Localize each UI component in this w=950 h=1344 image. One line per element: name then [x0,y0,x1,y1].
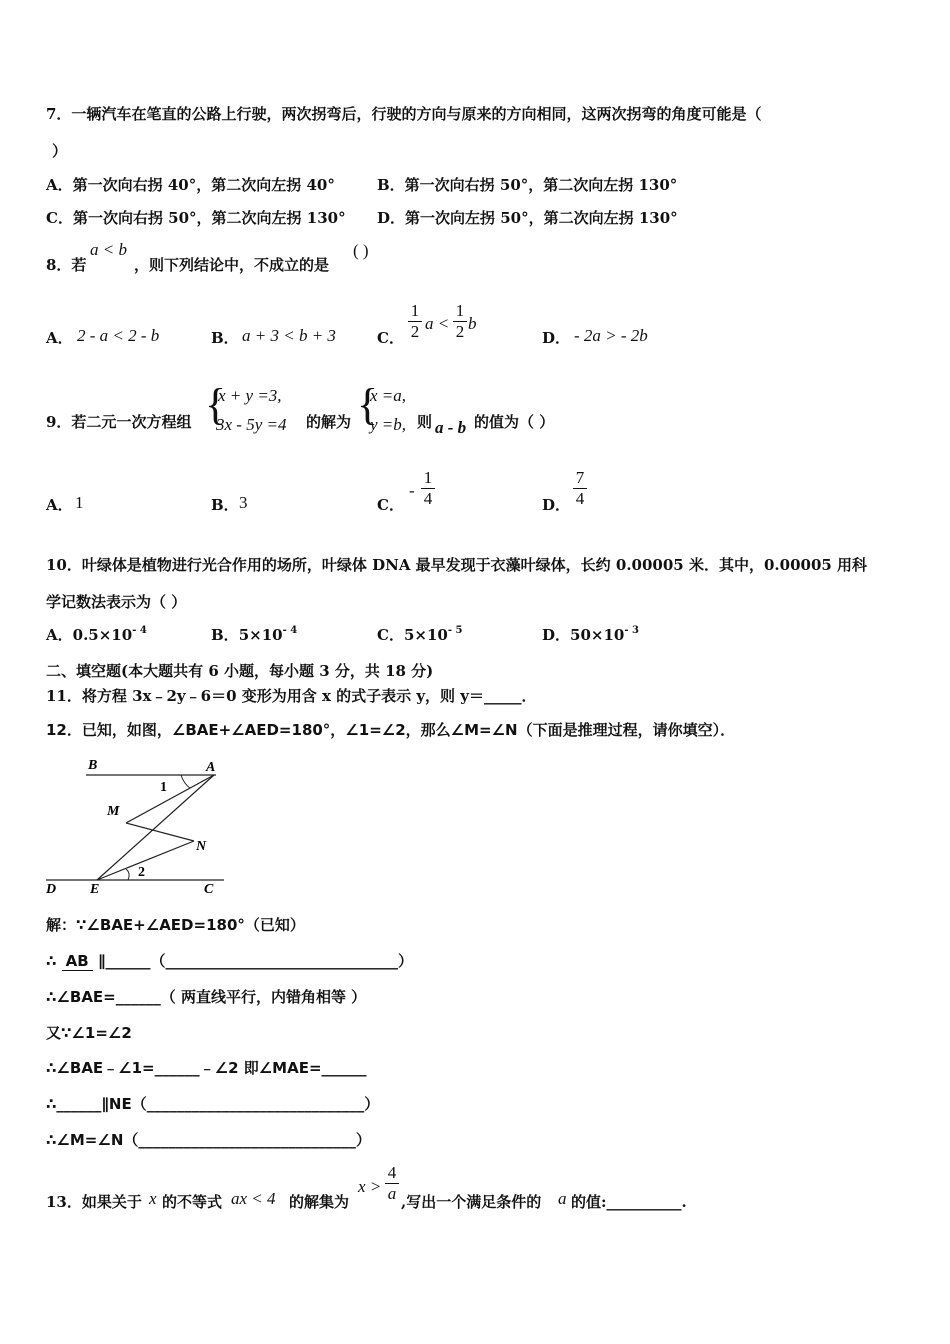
q9-option-a-label: A． [46,496,73,514]
line-ne [97,841,194,880]
q8-condition: a < b [90,240,127,259]
line-mn [126,823,194,841]
q13-var-a: a [558,1189,567,1208]
q9-option-a-val: 1 [75,493,84,512]
q12-stem: 12．已知，如图，∠BAE+∠AED=180°，∠1=∠2，那么∠M=∠N（下面是推理过程，请你填空）． [46,721,736,739]
q8-option-d-label: D． [542,329,571,347]
q8-option-a-expr: 2 - a < 2 - b [77,326,160,345]
q10-line2: 学记数法表示为（ ） [46,593,187,611]
q9-option-c-frac [421,468,435,509]
label-1: 1 [160,780,167,795]
q9-option-c-sign: - [409,481,415,500]
frac-den: 4 [575,489,585,508]
frac-den: 2 [410,322,420,341]
q12-step-2 [46,950,413,971]
option-label: C． [377,626,404,644]
q9-expr: a - b [435,418,467,437]
label-b: B [88,758,98,773]
frac-num: 4 [387,1163,397,1182]
option-exp: - 4 [132,625,147,636]
q9-option-b-val: 3 [239,493,248,512]
q9-solution-brace: { [357,380,379,429]
q12-step-6: ∴______∥NE（_____________________________） [46,1095,380,1113]
frac-num: 7 [575,468,585,487]
label-2: 2 [138,865,145,880]
q13-post: 的值:__________. [571,1193,687,1211]
q13-mid1: 的不等式 [162,1193,223,1211]
q13-sol-left: x > [358,1177,382,1196]
q8-option-c-end: b [468,314,477,333]
option-label: A． [46,626,73,644]
q7-stem: 7．一辆汽车在笔直的公路上行驶，两次拐弯后，行驶的方向与原来的方向相同，这两次拐弯的角度可能是（ [46,105,762,123]
option-label: D． [542,626,571,644]
label-a: A [206,760,216,775]
q7-option-c: C．第一次向右拐 50°，第二次向左拐 130° [46,209,346,227]
q8-option-d-expr: - 2a > - 2b [574,326,648,345]
q7-option-d: D．第一次向左拐 50°，第二次向左拐 130° [377,209,678,227]
q9-sol2: y =b, [370,415,407,434]
q13-mid2: 的解集为 [289,1193,350,1211]
option-base: 5×10 [403,626,448,644]
q10-option-d [542,624,639,645]
q9-option-c-label: C． [377,496,404,514]
q7-close-paren: ） [52,142,68,160]
q7-option-b: B．第一次向右拐 50°，第二次向左拐 130° [377,176,678,194]
q13-inequality: ax < 4 [231,1189,276,1208]
q9-option-d-frac [573,468,587,509]
q9-option-d-label: D． [542,496,571,514]
q9-post: 的值为（ ） [474,413,555,431]
q8-option-c-mid: a < [425,314,450,333]
q8-option-c-label: C． [377,329,404,347]
q13-sol-frac [385,1163,399,1204]
option-base: 50×10 [570,626,625,644]
angle-1-arc [181,775,190,788]
q9-system-brace: { [205,380,227,429]
q8-option-a-label: A． [46,329,73,347]
q9-option-b-label: B． [211,496,239,514]
section-2-heading: 二、填空题(本大题共有 6 小题，每小题 3 分，共 18 分) [46,662,434,680]
label-m: M [107,804,120,819]
q13-pre: 13．如果关于 [46,1193,142,1211]
q9-eq2: 3x - 5y =4 [216,415,287,434]
q10-line1: 10．叶绿体是植物进行光合作用的场所，叶绿体 DNA 最早发现于衣藻叶绿体，长约 0.00005 米．其中，0.00005 用科 [46,556,868,574]
frac-num: 1 [410,301,420,320]
frac-den: 4 [423,489,433,508]
label-c: C [204,882,214,897]
label-n: N [196,839,207,854]
q7-option-a: A．第一次向右拐 40°，第二次向左拐 40° [46,176,335,194]
q12-step-4: 又∵∠1=∠2 [46,1024,132,1042]
q12-step-7: ∴∠M=∠N（_____________________________） [46,1131,371,1149]
q8-answer-paren: ( ) [353,241,369,260]
q8-option-c-frac2 [453,301,467,342]
q8-pre: 8．若 [46,256,87,274]
option-exp: - 3 [624,625,639,636]
label-d: D [46,882,57,897]
answer-ab: AB [62,952,93,971]
q9-sol1: x =a, [370,386,407,405]
q9-pre: 9．若二元一次方程组 [46,413,192,431]
q9-eq1: x + y =3, [218,386,282,405]
line-am [126,775,214,823]
q12-step-5: ∴∠BAE﹣∠1=______﹣∠2 即∠MAE=______ [46,1059,367,1077]
q9-then: 则 [417,413,433,431]
line-ae [97,775,214,880]
q9-mid: 的解为 [306,413,352,431]
option-base: 0.5×10 [72,626,133,644]
q11: 11．将方程 3x﹣2y﹣6＝0 变形为用含 x 的式子表示 y，则 y＝_____． [46,687,537,705]
option-label: B． [211,626,239,644]
frac-num: 1 [455,301,465,320]
q12-step-3: ∴∠BAE=______（ 两直线平行，内错角相等 ） [46,988,367,1006]
q12-step-1: 解：∵∠BAE+∠AED=180°（已知） [46,916,305,934]
frac-den: a [387,1184,397,1203]
step-rest: ∥______（_______________________________） [92,952,413,970]
q8-option-b-label: B． [211,329,239,347]
q8-option-c-frac1 [408,301,422,342]
therefore: ∴ [46,952,62,970]
q13-mid3: ,写出一个满足条件的 [401,1193,542,1211]
label-e: E [90,882,100,897]
option-exp: - 5 [447,625,463,636]
q10-option-c [377,624,462,645]
q10-option-b [211,624,297,645]
angle-2-arc [126,869,129,880]
frac-den: 2 [455,322,465,341]
q10-option-a [46,624,147,645]
option-exp: - 4 [282,625,298,636]
q8-option-b-expr: a + 3 < b + 3 [242,326,336,345]
option-base: 5×10 [238,626,283,644]
q8-post: ，则下列结论中，不成立的是 [134,256,330,274]
frac-num: 1 [423,468,433,487]
q12-figure [44,753,234,898]
q13-var-x: x [149,1189,157,1208]
